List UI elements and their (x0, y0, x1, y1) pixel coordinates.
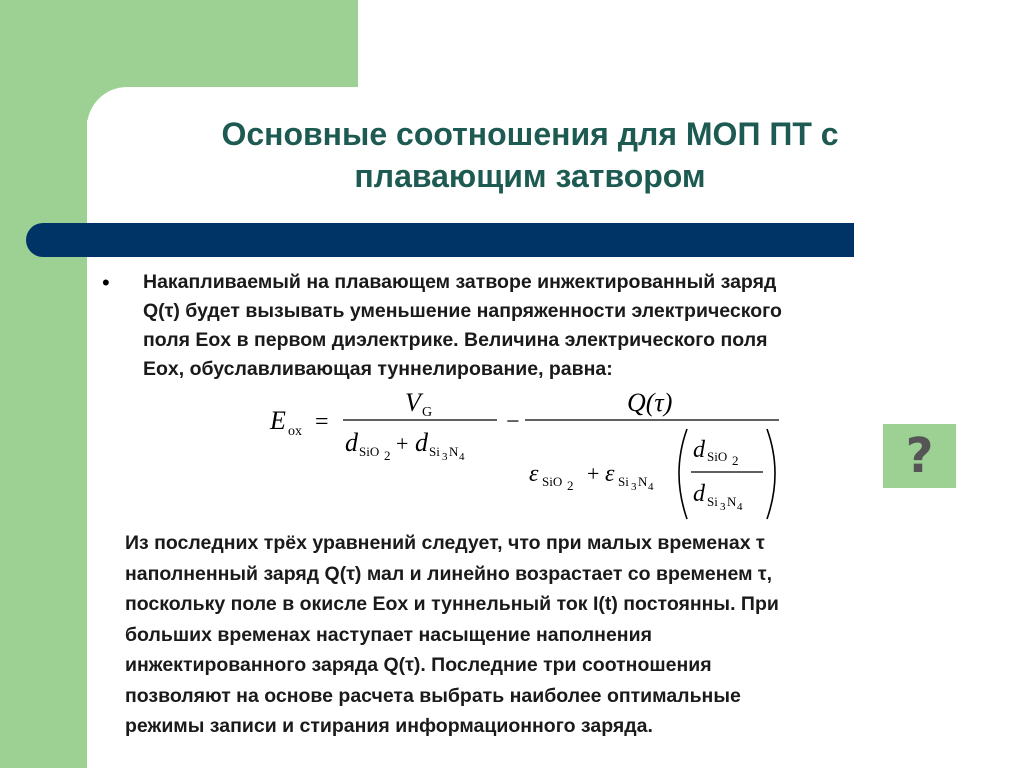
eq-inner-d1-sub2: 2 (732, 453, 739, 468)
eq-lhs: E (270, 406, 286, 435)
help-button[interactable]: ? (883, 424, 956, 488)
eq-right-paren (767, 429, 775, 519)
eq-lhs-sub: ox (288, 424, 302, 439)
eq-den1-d1-sub2: 2 (384, 448, 391, 463)
conclusion-line: Из последних трёх уравнений следует, что при малых временах τ (125, 532, 765, 554)
eq-den1-d1-sub: SiO (359, 444, 380, 459)
eq-den2-eps1-sub2: 2 (567, 478, 574, 493)
eq-den2-eps1-sub: SiO (542, 474, 563, 489)
title-divider-bar (26, 223, 854, 257)
bullet-line: Eox, обуславливающая туннелирование, равна: (143, 358, 613, 380)
eq-inner-d2-sub-mid: N (727, 494, 737, 509)
eq-inner-d2: d (693, 481, 705, 507)
conclusion-line: наполненный заряд Q(τ) мал и линейно возрастает со временем τ, (125, 562, 773, 585)
bullet-line: поля Eox в первом диэлектрике. Величина электрического поля (143, 329, 768, 351)
bullet-marker: • (102, 270, 110, 295)
eq-den1-d2: d (415, 428, 428, 457)
field-equation (255, 385, 795, 525)
eq-den2-eps2: ε (605, 461, 615, 487)
eq-den2-eps1: ε (529, 461, 539, 487)
bullet-line: Q(τ) будет вызывать уменьшение напряженности электрического (143, 300, 782, 322)
title-line-1: Основные соотношения для МОП ПТ с (221, 116, 839, 152)
eq-inner-d2-sub: Si (707, 494, 718, 509)
eq-den1-d2-sub: Si (429, 444, 440, 459)
eq-den1-d2-sub-n1: 3 (442, 451, 448, 463)
conclusion-line: режимы записи и стирания информационного заряда. (125, 715, 653, 737)
bullet-paragraph (143, 268, 1003, 384)
eq-left-paren (679, 429, 687, 519)
eq-inner-d2-sub-n1: 3 (720, 501, 726, 513)
eq-inner-d1: d (693, 437, 705, 463)
eq-den1-d2-sub-mid: N (449, 444, 459, 459)
eq-den2-eps2-sub-n2: 4 (648, 481, 654, 493)
title-line-2: плавающим затвором (354, 158, 706, 194)
eq-equals: = (315, 409, 329, 435)
eq-den2-eps2-sub: Si (618, 474, 629, 489)
eq-den2-eps2-sub-mid: N (638, 474, 648, 489)
decor-green-left (0, 0, 87, 768)
eq-num2: Q(τ) (627, 388, 673, 417)
conclusion-line: позволяют на основе расчета выбрать наиболее оптимальные (125, 684, 741, 707)
eq-den2-plus: + (587, 461, 600, 486)
eq-num1-sub: G (422, 405, 433, 420)
eq-minus: − (506, 409, 520, 435)
slide-title (120, 113, 940, 197)
eq-inner-d1-sub: SiO (707, 449, 728, 464)
eq-den1-d1: d (345, 428, 358, 457)
conclusion-line: поскольку поле в окисле Eox и туннельный ток I(t) постоянны. При (125, 593, 779, 615)
conclusion-line: больших временах наступает насыщение наполнения (125, 623, 652, 646)
conclusion-paragraph (125, 528, 1005, 742)
eq-den2-eps2-sub-n1: 3 (631, 481, 637, 493)
eq-den1-plus: + (396, 431, 409, 456)
eq-inner-d2-sub-n2: 4 (737, 501, 743, 513)
bullet-line: Накапливаемый на плавающем затворе инжектированный заряд (143, 271, 777, 293)
eq-den1-d2-sub-n2: 4 (459, 451, 465, 463)
conclusion-line: инжектированного заряда Q(τ). Последние три соотношения (125, 654, 712, 676)
eq-num1: V (405, 388, 421, 417)
